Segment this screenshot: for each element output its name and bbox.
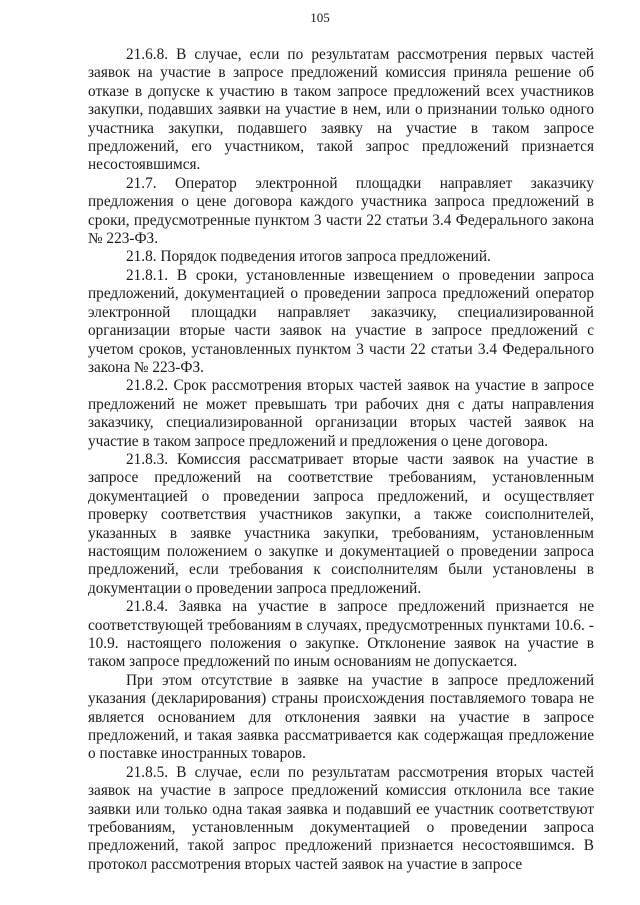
paragraph-21-8-3: 21.8.3. Комиссия рассматривает вторые части заявок на участие в запросе предложений на соответствие требованиям, установленным документацией о проведении запроса предложений, и осуществляет проверку соответствия участников закупки, а также соисполнителей, указанных в заявке участника закупки, требованиям, установленным настоящим положением о закупке и документацией о проведении запроса предложений, если требования к соисполнителям были установлены в документации о проведении запроса предложений. [88, 450, 594, 597]
paragraph-21-7: 21.7. Оператор электронной площадки направляет заказчику предложения о цене договора каждого участника запроса предложений в сроки, предусмотренные пунктом 3 части 22 статьи 3.4 Федерального закона № 223-ФЗ. [88, 174, 594, 248]
paragraph-21-8: 21.8. Порядок подведения итогов запроса предложений. [126, 248, 491, 266]
paragraph-21-8-5: 21.8.5. В случае, если по результатам рассмотрения вторых частей заявок на участие в запросе предложений комиссия отклонила все такие заявки или только одна такая заявка и подавший ее участник соответствуют требованиям, установленным документацией о проведении запроса предложений, такой запрос предложений признается несостоявшимся. В протокол рассмотрения вторых частей заявок на участие в запросе [88, 763, 594, 873]
document-body [88, 46, 594, 874]
page-number: 105 [310, 10, 330, 25]
paragraph-21-8-2: 21.8.2. Срок рассмотрения вторых частей заявок на участие в запросе предложений не может превышать три рабочих дня с даты направления заказчику, специализированной организации вторых частей заявок на участие в таком запросе предложений и предложения о цене договора. [88, 377, 594, 450]
paragraph-21-8-4: 21.8.4. Заявка на участие в запросе предложений признается не соответствующей требованиям в случаях, предусмотренных пунктами 10.6. - 10.9. настоящего положения о закупке. Отклонение заявок на участие в таком запросе предложений по иным основаниям не допускается. [88, 598, 594, 671]
paragraph-country-of-origin: При этом отсутствие в заявке на участие в запросе предложений указания (декларирования) страны происхождения поставляемого товара не является основанием для отклонения заявки на участие в запросе предложений, и такая заявка рассматривается как содержащая предложение о поставке иностранных товаров. [88, 671, 594, 763]
paragraph-21-8-1: 21.8.1. В сроки, установленные извещением о проведении запроса предложений, документацией о проведении запроса предложений оператор электронной площадки направляет заказчику, специализированной организации вторые части заявок на участие в запросе предложений с учетом сроков, установленных пунктом 3 части 22 статьи 3.4 Федерального закона № 223-ФЗ. [88, 266, 594, 376]
paragraph-21-6-8: 21.6.8. В случае, если по результатам рассмотрения первых частей заявок на участие в запросе предложений комиссия приняла решение об отказе в допуске к участию в таком запросе предложений всех участников закупки, подавших заявки на участие в нем, или о признании только одного участника закупки, подавшего заявку на участие в таком запросе предложений, его участником, такой запрос предложений признается несостоявшимся. [88, 46, 594, 174]
